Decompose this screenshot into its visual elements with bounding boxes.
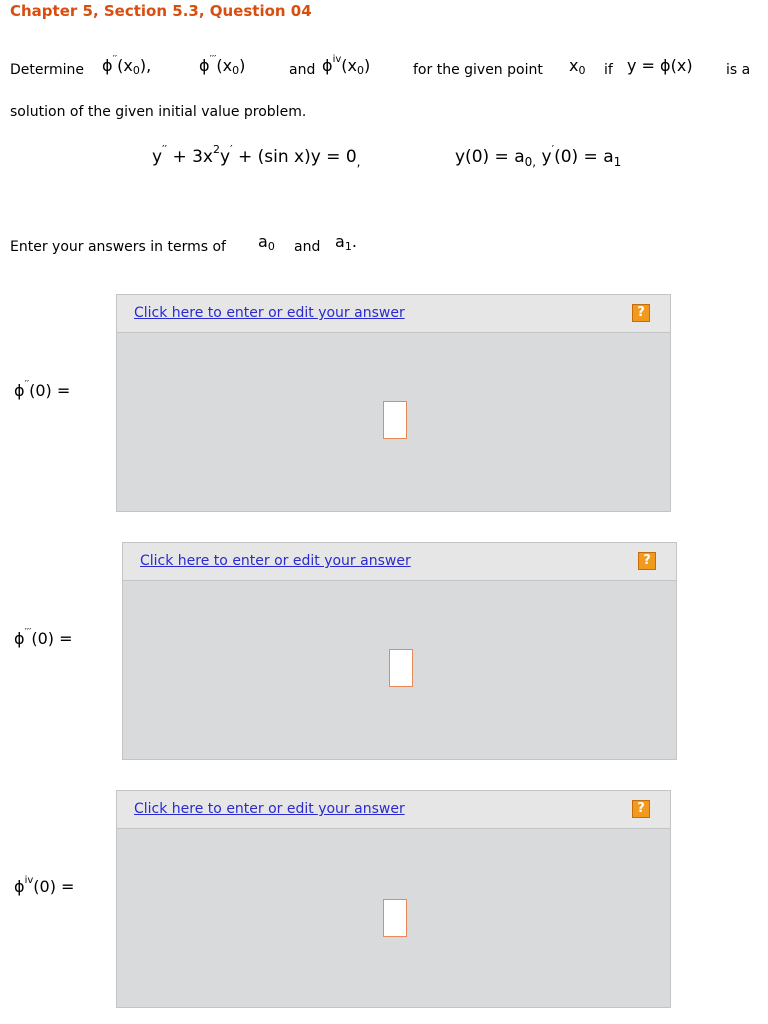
subscript-one: 1 [344, 240, 352, 253]
subscript-zero: 0 [267, 240, 275, 253]
double-prime: ′′ [24, 379, 30, 390]
phi-iv-x0 [322, 56, 370, 75]
label-suffix: (0) = [31, 629, 73, 648]
for-given-point-text: for the given point [413, 62, 543, 78]
paren-close: ) [363, 56, 371, 75]
answer-2-label [14, 629, 73, 648]
phi-symbol: ϕ [322, 56, 333, 75]
triple-prime: ′′′ [24, 627, 32, 638]
and-text: and [289, 62, 316, 78]
answer-1-panel-header [117, 295, 670, 333]
y-equals-phi-x: y = ϕ(x) [627, 56, 693, 75]
initial-conditions [455, 143, 622, 169]
determine-text: Determine [10, 62, 85, 78]
problem-line-2: solution of the given initial value problem. [10, 104, 307, 120]
page-title: Chapter 5, Section 5.3, Question 04 [10, 2, 312, 20]
eq-squared: 2 [213, 143, 220, 156]
answer-1-label [14, 381, 70, 400]
double-prime: ′′ [112, 54, 118, 65]
answer-2-panel-header [123, 543, 676, 581]
answer-2-input[interactable] [389, 649, 413, 687]
eq-comma: , [356, 155, 361, 169]
answer-1-help-icon[interactable]: ? [632, 304, 650, 322]
eq-y: y [220, 147, 231, 167]
eq-rest: + (sin x)y = 0 [237, 147, 357, 167]
a-letter: a [258, 232, 268, 251]
eq-plus-3x: + 3x [172, 147, 213, 167]
ic-sub-1: 1 [613, 155, 622, 169]
subscript-zero: 0 [232, 64, 240, 77]
answer-2-edit-link[interactable]: Click here to enter or edit your answer [140, 553, 411, 569]
label-suffix: (0) = [29, 381, 71, 400]
subscript-zero: 0 [356, 64, 364, 77]
phi-symbol: ϕ [14, 381, 25, 400]
ic-y: y [541, 147, 552, 167]
x0-symbol [569, 56, 585, 75]
ic-prime: ′ [551, 143, 555, 156]
a0-symbol [258, 232, 275, 251]
phi-double-prime-x0 [102, 56, 151, 75]
answer-3-panel-header [117, 791, 670, 829]
phi-triple-prime-x0 [199, 56, 245, 75]
ic-sub-0: 0 [524, 155, 533, 169]
triple-prime: ′′′ [209, 54, 217, 65]
paren-close: ) [139, 56, 147, 75]
ic-y0: y(0) = a [455, 147, 525, 167]
phi-symbol: ϕ [14, 877, 25, 896]
subscript-zero: 0 [578, 64, 586, 77]
is-a-text: is a [726, 62, 751, 78]
a-letter: a [335, 232, 345, 251]
iv-superscript: iv [332, 54, 342, 65]
iv-superscript: iv [24, 875, 34, 886]
phi-symbol: ϕ [102, 56, 113, 75]
ic-yprime0: (0) = a [554, 147, 614, 167]
instructions-text: Enter your answers in terms of [10, 239, 226, 255]
ic-comma: , [532, 155, 537, 169]
phi-symbol: ϕ [14, 629, 25, 648]
comma: , [146, 56, 152, 75]
and-text: and [294, 239, 321, 255]
x-open: (x [216, 56, 233, 75]
answer-3-panel [116, 790, 671, 1008]
answer-2-help-icon[interactable]: ? [638, 552, 656, 570]
x-open: (x [341, 56, 357, 75]
answer-3-input[interactable] [383, 899, 407, 937]
answer-1-edit-link[interactable]: Click here to enter or edit your answer [134, 305, 405, 321]
eq-double-prime: ′′ [162, 143, 168, 156]
answer-2-panel [122, 542, 677, 760]
eq-y: y [152, 147, 163, 167]
answer-1-input[interactable] [383, 401, 407, 439]
if-text: if [604, 62, 613, 78]
answer-3-label [14, 877, 74, 896]
differential-equation [152, 143, 361, 169]
x-letter: x [569, 56, 579, 75]
subscript-zero: 0 [132, 64, 140, 77]
phi-symbol: ϕ [199, 56, 210, 75]
label-suffix: (0) = [33, 877, 75, 896]
x-open: (x [117, 56, 133, 75]
period: . [351, 232, 357, 251]
a1-symbol [335, 232, 357, 251]
eq-prime: ′ [230, 143, 233, 156]
answer-3-help-icon[interactable]: ? [632, 800, 650, 818]
answer-3-edit-link[interactable]: Click here to enter or edit your answer [134, 801, 405, 817]
answer-1-panel [116, 294, 671, 512]
paren-close: ) [239, 56, 246, 75]
